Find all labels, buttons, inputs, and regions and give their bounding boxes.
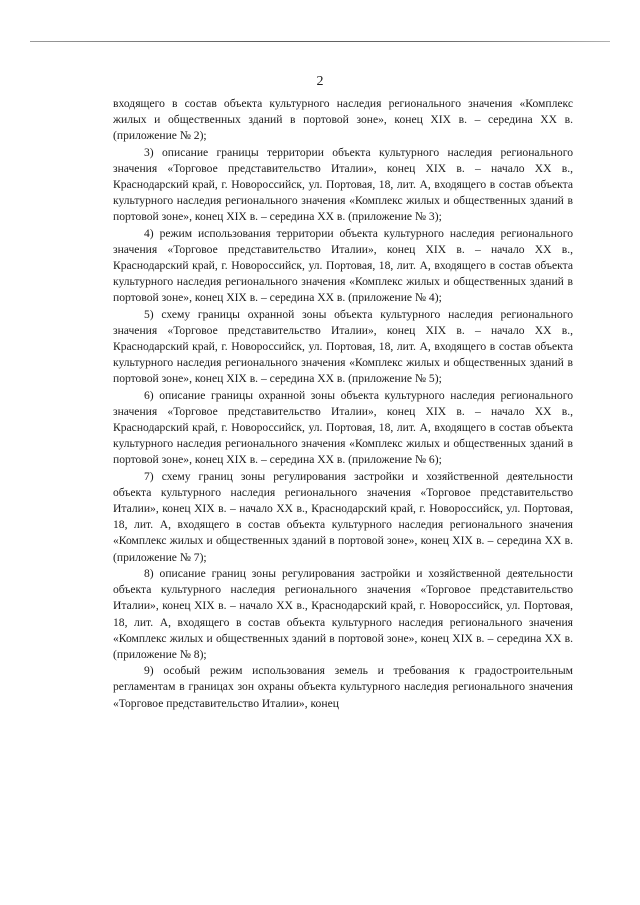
paragraph-item-3: 3) описание границы территории объекта культурного наследия регионального значения «Торговое представительство Италии», конец XIX в. – начало XX в., Краснодарский край, г. Новороссийск, ул. Портовая, 18, лит. А, входящего в состав объекта культурного наследия регионального значения «Комплекс жилых и общественных зданий в портовой зоне», конец XIX в. – середина XX в. (приложение № 3); (113, 145, 573, 224)
paragraph-item-6: 6) описание границы охранной зоны объекта культурного наследия регионального значения «Торговое представительство Италии», конец XIX в. – начало XX в., Краснодарский край, г. Новороссийск, ул. Портовая, 18, лит. А, входящего в состав объекта культурного наследия регионального значения «Комплекс жилых и общественных зданий в портовой зоне», конец XIX в. – середина XX в. (приложение № 6); (113, 388, 573, 467)
page-number: 2 (316, 74, 324, 89)
paragraph-item-5: 5) схему границы охранной зоны объекта культурного наследия регионального значения «Торговое представительство Италии», конец XIX в. – начало XX в., Краснодарский край, г. Новороссийск, ул. Портовая, 18, лит. А, входящего в состав объекта культурного наследия регионального значения «Комплекс жилых и общественных зданий в портовой зоне», конец XIX в. – середина XX в. (приложение № 5); (113, 307, 573, 386)
paragraph-item-8: 8) описание границ зоны регулирования застройки и хозяйственной деятельности объекта культурного наследия регионального значения «Торговое представительство Италии», конец XIX в. – начало XX в., Краснодарский край, г. Новороссийск, ул. Портовая, 18, лит. А, входящего в состав объекта культурного наследия регионального значения «Комплекс жилых и общественных зданий в портовой зоне», конец XIX в. – середина XX в. (приложение № 8); (113, 566, 573, 661)
paragraph-item-7: 7) схему границ зоны регулирования застройки и хозяйственной деятельности объекта культурного наследия регионального значения «Торговое представительство Италии», конец XIX в. – начало XX в., Краснодарский край, г. Новороссийск, ул. Портовая, 18, лит. А, входящего в состав объекта культурного наследия регионального значения «Комплекс жилых и общественных зданий в портовой зоне», конец XIX в. – середина XX в. (приложение № 7); (113, 469, 573, 564)
paragraph-item-9: 9) особый режим использования земель и требования к градостроительным регламентам в границах зон охраны объекта культурного наследия регионального значения «Торговое представительство Италии», конец (113, 664, 573, 710)
paragraph-item-4: 4) режим использования территории объекта культурного наследия регионального значения «Торговое представительство Италии», конец XIX в. – начало XX в., Краснодарский край, г. Новороссийск, ул. Портовая, 18, лит. А, входящего в состав объекта культурного наследия регионального значения «Комплекс жилых и общественных зданий в портовой зоне», конец XIX в. – середина XX в. (приложение № 4); (113, 226, 573, 305)
scan-edge-line (30, 41, 610, 42)
document-body (113, 96, 573, 712)
paragraph-continuation: входящего в состав объекта культурного наследия регионального значения «Комплекс жилых и общественных зданий в портовой зоне», конец XIX в. – середина XX в. (приложение № 2); (113, 97, 573, 143)
